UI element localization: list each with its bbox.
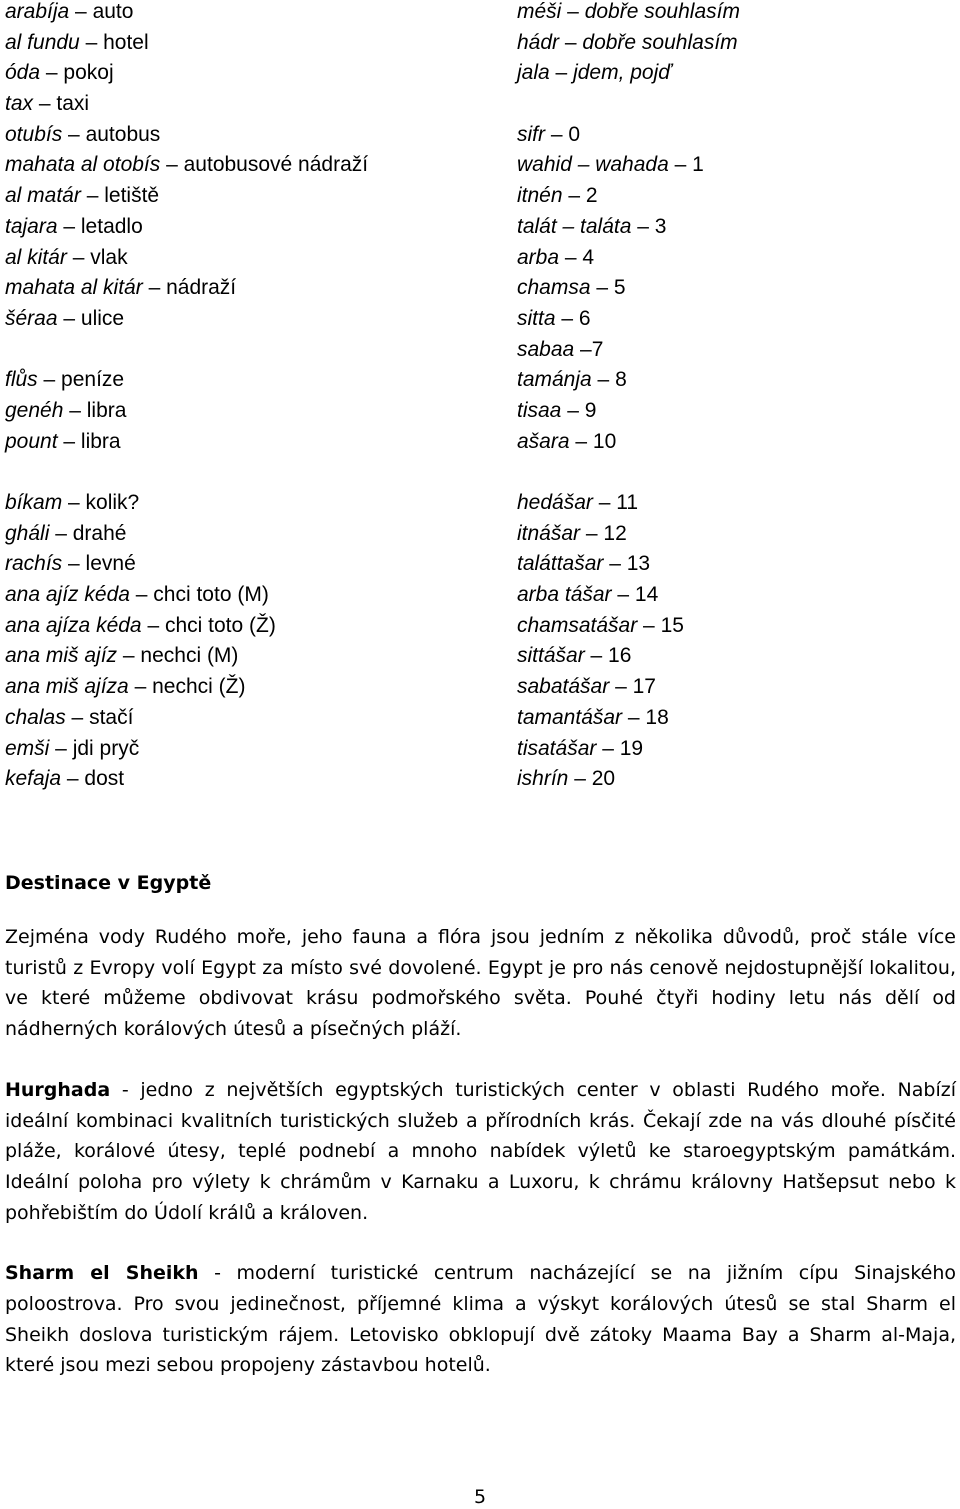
vocab-term: ana miš ajíza (5, 675, 129, 699)
vocab-term: emši (5, 736, 50, 760)
vocab-term: tamánja (517, 368, 592, 392)
vocab-dash: – (63, 398, 87, 422)
vocab-term: gháli (5, 521, 50, 545)
vocab-entry (5, 31, 485, 62)
vocab-entry (517, 61, 957, 92)
vocab-meaning: 11 (616, 491, 639, 514)
vocab-dash: – (66, 245, 91, 269)
vocab-dash: – (591, 368, 616, 392)
vocab-dash: – (69, 0, 93, 23)
vocab-entry (517, 767, 957, 798)
article (5, 868, 956, 1411)
vocab-meaning: jdi pryč (72, 736, 140, 760)
vocab-term: rachís (5, 552, 63, 576)
vocab-term: al matár (5, 184, 81, 208)
vocab-term: mahata al kitár (5, 276, 143, 300)
vocab-meaning: autobusové nádraží (183, 153, 369, 177)
vocab-entry (5, 706, 485, 737)
vocab-dash: – (62, 491, 86, 514)
page-number: 5 (473, 1486, 487, 1508)
vocab-dash: – (596, 736, 620, 760)
vocab-entry (517, 583, 957, 614)
vocab-meaning: dobře souhlasím (582, 30, 738, 54)
vocab-meaning: dobře souhlasím (584, 0, 740, 23)
vocab-entry (5, 767, 485, 798)
vocab-term: al fundu (5, 30, 80, 54)
vocab-entry (5, 276, 485, 307)
vocab-dash: – (637, 613, 661, 637)
sharm-text: - moderní turistické centrum nacházející se na jižním cípu Sinajského poloostrova. Pro svou jedinečnost, příjemné klima a výskyt korálových útesů se stal Sharm el Sheikh doslova turistickým rájem. Letovisko obklopují dvě zátoky Maama Bay a Sharm al-Maja, které jsou mezi sebou propojeny zástavbou hotelů. (5, 1262, 957, 1377)
vocab-term: genéh (5, 398, 64, 422)
vocab-entry (5, 644, 485, 675)
vocab-dash: – (569, 429, 593, 453)
vocab-meaning: drahé (72, 521, 127, 545)
vocab-dash: – (142, 276, 167, 300)
vocab-entry (517, 706, 957, 737)
vocab-dash: – (568, 767, 592, 791)
vocab-entry (5, 215, 485, 246)
vocab-term: sittášar (517, 644, 585, 668)
vocab-dash: – (574, 337, 592, 361)
vocab-dash: – (622, 705, 646, 729)
vocab-meaning: 4 (582, 245, 595, 269)
vocab-term: tisatášar (517, 736, 597, 760)
vocab-meaning: libra (86, 398, 127, 422)
vocab-entry (5, 522, 485, 553)
vocab-term: al kitár (5, 245, 67, 269)
vocab-meaning: 16 (608, 644, 632, 668)
vocab-meaning: auto (92, 0, 134, 23)
vocab-entry (517, 644, 957, 675)
vocab-term: arba tášar (517, 583, 612, 607)
vocab-dash: – (562, 184, 586, 208)
vocab-meaning: 18 (645, 705, 669, 729)
vocab-entry (517, 614, 957, 645)
vocab-dash: – (141, 613, 165, 637)
vocabulary-left-column (5, 0, 485, 798)
vocabulary-right-column (517, 0, 957, 798)
vocab-dash: – (80, 184, 105, 208)
vocab-term: wahid – wahada (517, 153, 669, 177)
vocab-term: pount (5, 429, 58, 453)
vocab-meaning: autobus (85, 122, 161, 146)
vocab-entry (517, 399, 957, 430)
vocab-meaning: hotel (103, 30, 149, 54)
vocab-term: jala (517, 61, 550, 85)
vocab-term: ana ajíza kéda (5, 613, 142, 637)
vocab-term: tisaa (517, 398, 562, 422)
vocab-term: taláttašar (517, 552, 604, 576)
vocab-entry (517, 307, 957, 338)
vocab-term: sabatášar (517, 675, 610, 699)
vocab-spacer (5, 338, 485, 369)
vocab-term: chalas (5, 705, 66, 729)
vocab-meaning: 19 (619, 736, 644, 760)
vocab-dash: – (545, 122, 569, 146)
vocab-term: itnén (517, 184, 563, 208)
vocab-entry (517, 123, 957, 154)
vocab-meaning: libra (80, 429, 121, 453)
vocab-entry (5, 583, 485, 614)
vocab-term: hádr (517, 30, 560, 54)
vocab-entry (5, 399, 485, 430)
hurghada-paragraph (5, 1075, 956, 1229)
vocab-entry (5, 61, 485, 92)
vocab-entry (5, 307, 485, 338)
vocab-meaning: 3 (654, 214, 667, 238)
vocab-dash: – (561, 398, 585, 422)
vocab-term: hedášar (517, 491, 593, 514)
vocab-spacer (517, 460, 957, 491)
vocab-meaning: 8 (615, 368, 627, 392)
vocab-meaning: kolik? (85, 491, 140, 514)
hurghada-title: Hurghada (5, 1078, 111, 1101)
vocab-dash: – (609, 675, 633, 699)
vocab-meaning: letadlo (80, 214, 143, 238)
vocab-entry (5, 246, 485, 277)
vocab-meaning: chci toto (M) (153, 583, 269, 607)
vocab-term: tamantášar (517, 705, 623, 729)
hurghada-text: - jedno z největších egyptských turistických center v oblasti Rudého moře. Nabízí ideální kombinaci kvalitních turistických služeb a přírodních krás. Čekají zde na vás dlouhé písčité pláže, korálové útesy, teplé podnebí a mnoho nabídek výletů ke staroegyptským památkám. Ideální poloha pro výlety k chrámům v Karnaku a Luxoru, k chrámu královny Hatšepsut nebo k pohřebištím do Údolí králů a královen. (5, 1078, 956, 1224)
vocab-entry (517, 276, 957, 307)
sharm-title: Sharm el Sheikh (5, 1262, 199, 1285)
vocab-entry (5, 184, 485, 215)
vocab-term: mahata al otobís (5, 153, 161, 177)
vocab-term: chamsatášar (517, 613, 638, 637)
vocab-spacer (5, 460, 485, 491)
vocab-term: šéraa (5, 306, 58, 330)
vocab-term: sitta (517, 306, 556, 330)
vocab-term: itnášar (517, 521, 581, 545)
vocab-meaning: nechci (M) (140, 644, 239, 668)
vocab-entry (5, 430, 485, 461)
vocab-meaning: 2 (585, 184, 598, 208)
vocab-dash: – (668, 153, 693, 177)
vocab-entry (5, 0, 485, 31)
vocab-entry (5, 614, 485, 645)
vocab-meaning: 5 (613, 276, 626, 300)
vocab-dash: – (129, 583, 154, 607)
vocab-meaning: stačí (89, 705, 134, 729)
vocab-entry (5, 552, 485, 583)
vocab-entry (517, 31, 957, 62)
vocab-dash: – (549, 61, 574, 85)
vocab-term: óda (5, 61, 41, 85)
vocab-entry (517, 552, 957, 583)
vocab-dash: – (631, 214, 655, 238)
vocab-term: ana ajíz kéda (5, 583, 130, 607)
vocab-meaning: 10 (592, 429, 617, 453)
vocab-dash: – (160, 153, 184, 177)
vocab-meaning: levné (85, 552, 136, 576)
vocab-entry (517, 0, 957, 31)
vocab-term: ašara (517, 429, 570, 453)
vocab-entry (517, 184, 957, 215)
vocab-term: ana miš ajíz (5, 644, 118, 668)
vocab-entry (517, 215, 957, 246)
vocab-term: ishrín (517, 767, 569, 791)
vocab-entry (5, 123, 485, 154)
vocab-term: arba (517, 245, 560, 269)
vocab-entry (517, 522, 957, 553)
vocab-dash: – (559, 245, 583, 269)
vocab-entry (517, 491, 957, 522)
vocab-spacer (517, 92, 957, 123)
vocab-dash: – (61, 767, 85, 791)
vocab-term: otubís (5, 122, 63, 146)
vocab-dash: – (603, 552, 627, 576)
vocab-dash: – (49, 736, 73, 760)
vocab-dash: – (62, 552, 86, 576)
vocab-meaning: 20 (591, 767, 616, 791)
vocab-dash: – (590, 276, 614, 300)
vocab-entry (517, 368, 957, 399)
vocab-meaning: 15 (660, 613, 684, 637)
vocab-dash: – (40, 61, 64, 85)
vocab-dash: – (37, 368, 62, 392)
vocab-entry (5, 153, 485, 184)
vocab-dash: – (33, 92, 57, 116)
vocab-term: tajara (5, 214, 58, 238)
vocab-dash: – (117, 644, 141, 668)
vocab-dash: – (584, 644, 609, 668)
vocab-meaning: letiště (104, 184, 160, 208)
section-heading: Destinace v Egyptě (5, 872, 212, 894)
vocab-dash: – (65, 705, 90, 729)
vocab-dash: – (49, 521, 73, 545)
vocab-meaning: jdem, pojď (573, 61, 672, 85)
vocab-entry (5, 368, 485, 399)
vocab-term: arabíja (5, 0, 70, 23)
vocab-meaning: 13 (626, 552, 651, 576)
vocab-term: tax (5, 92, 34, 116)
vocab-term: sabaa (517, 337, 575, 361)
vocab-dash: – (592, 491, 617, 514)
vocab-dash: – (611, 583, 635, 607)
vocab-meaning: dost (84, 767, 125, 791)
sharm-paragraph (5, 1258, 956, 1381)
vocab-dash: – (555, 306, 579, 330)
vocab-entry (517, 246, 957, 277)
vocab-dash: – (128, 675, 153, 699)
vocab-entry (517, 430, 957, 461)
vocab-meaning: 14 (634, 583, 659, 607)
vocab-meaning: 17 (632, 675, 656, 699)
vocab-term: sifr (517, 122, 545, 146)
vocab-meaning: 1 (692, 153, 704, 177)
vocab-dash: – (57, 429, 81, 453)
vocab-meaning: 6 (578, 306, 591, 330)
vocab-meaning: nechci (Ž) (152, 675, 246, 699)
vocab-meaning: vlak (90, 245, 128, 269)
vocab-meaning: taxi (56, 92, 90, 116)
vocab-term: bíkam (5, 491, 63, 514)
vocab-meaning: peníze (61, 368, 125, 392)
vocab-entry (517, 153, 957, 184)
vocab-entry (5, 491, 485, 522)
vocab-dash: – (561, 0, 585, 23)
vocab-meaning: ulice (80, 306, 125, 330)
vocab-meaning: pokoj (63, 61, 114, 85)
vocab-dash: – (57, 214, 81, 238)
vocab-meaning: 9 (584, 398, 597, 422)
vocab-term: chamsa (517, 276, 591, 300)
vocab-term: flůs (5, 368, 38, 392)
vocab-meaning: chci toto (Ž) (164, 613, 276, 637)
vocab-meaning: 12 (603, 521, 627, 545)
vocab-dash: – (62, 122, 86, 146)
vocab-term: talát – taláta (517, 214, 632, 238)
vocab-entry (5, 675, 485, 706)
intro-paragraph: Zejména vody Rudého moře, jeho fauna a flóra jsou jedním z několika důvodů, proč stále více turistů z Evropy volí Egypt za místo své dovolené. Egypt je pro nás cenově nejdostupnější lokalitou, ve které můžeme obdivovat krásu podmořského světa. Pouhé čtyři hodiny letu nás dělí od nádherných korálových útesů a písečných pláží. (5, 926, 956, 1041)
vocab-entry (5, 737, 485, 768)
vocab-dash: – (79, 30, 104, 54)
vocab-entry (5, 92, 485, 123)
vocab-term: méši (517, 0, 562, 23)
vocab-meaning: 7 (591, 337, 604, 361)
vocab-meaning: nádraží (166, 276, 237, 300)
vocab-dash: – (580, 521, 604, 545)
vocab-term: kefaja (5, 767, 62, 791)
vocab-dash: – (57, 306, 81, 330)
vocab-entry (517, 737, 957, 768)
vocab-entry (517, 338, 957, 369)
vocab-dash: – (559, 30, 583, 54)
vocab-meaning: 0 (568, 122, 581, 146)
vocab-entry (517, 675, 957, 706)
